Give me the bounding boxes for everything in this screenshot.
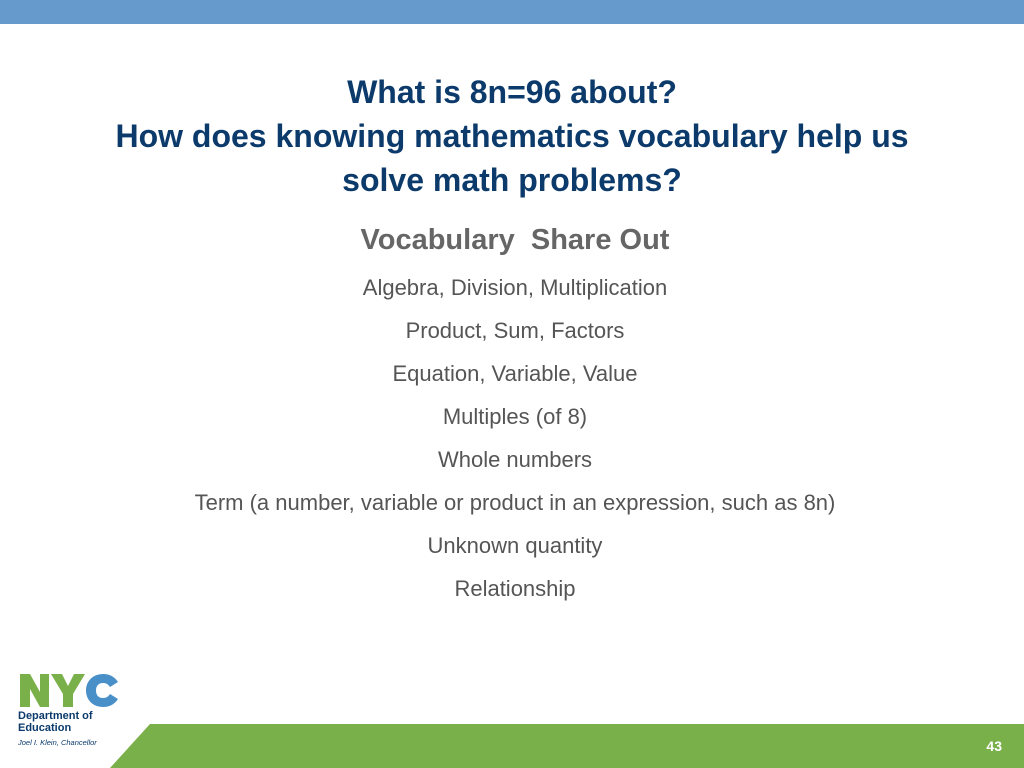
nyc-logo-mark [18,672,120,709]
slide-title [0,70,1024,202]
vocab-item: Product, Sum, Factors [405,318,625,343]
vocab-item: Relationship [454,576,576,601]
vocab-item: Algebra, Division, Multiplication [362,275,668,300]
nyc-doe-logo [18,672,128,752]
department-line-1: Department of [18,710,93,722]
vocab-item: Unknown quantity [427,533,603,558]
chancellor-name: Joel I. Klein, Chancellor [18,738,97,747]
vocab-item: Multiples (of 8) [442,404,588,429]
vocabulary-subheading: Vocabulary Share Out [360,224,670,256]
title-line-3: solve math problems? [342,162,682,198]
vocab-item: Term (a number, variable or product in an expression, such as 8n) [194,490,836,515]
department-line-2: Education [18,722,72,734]
page-number: 43 [986,738,1002,754]
title-line-2: How does knowing mathematics vocabulary help us [115,118,909,154]
department-name [18,710,128,734]
vocab-item: Whole numbers [437,447,593,472]
top-accent-bar [0,0,1024,24]
vocab-item: Equation, Variable, Value [392,361,638,386]
vocabulary-list [0,269,1024,613]
footer-bar [0,724,1024,768]
title-line-1: What is 8n=96 about? [347,74,677,110]
